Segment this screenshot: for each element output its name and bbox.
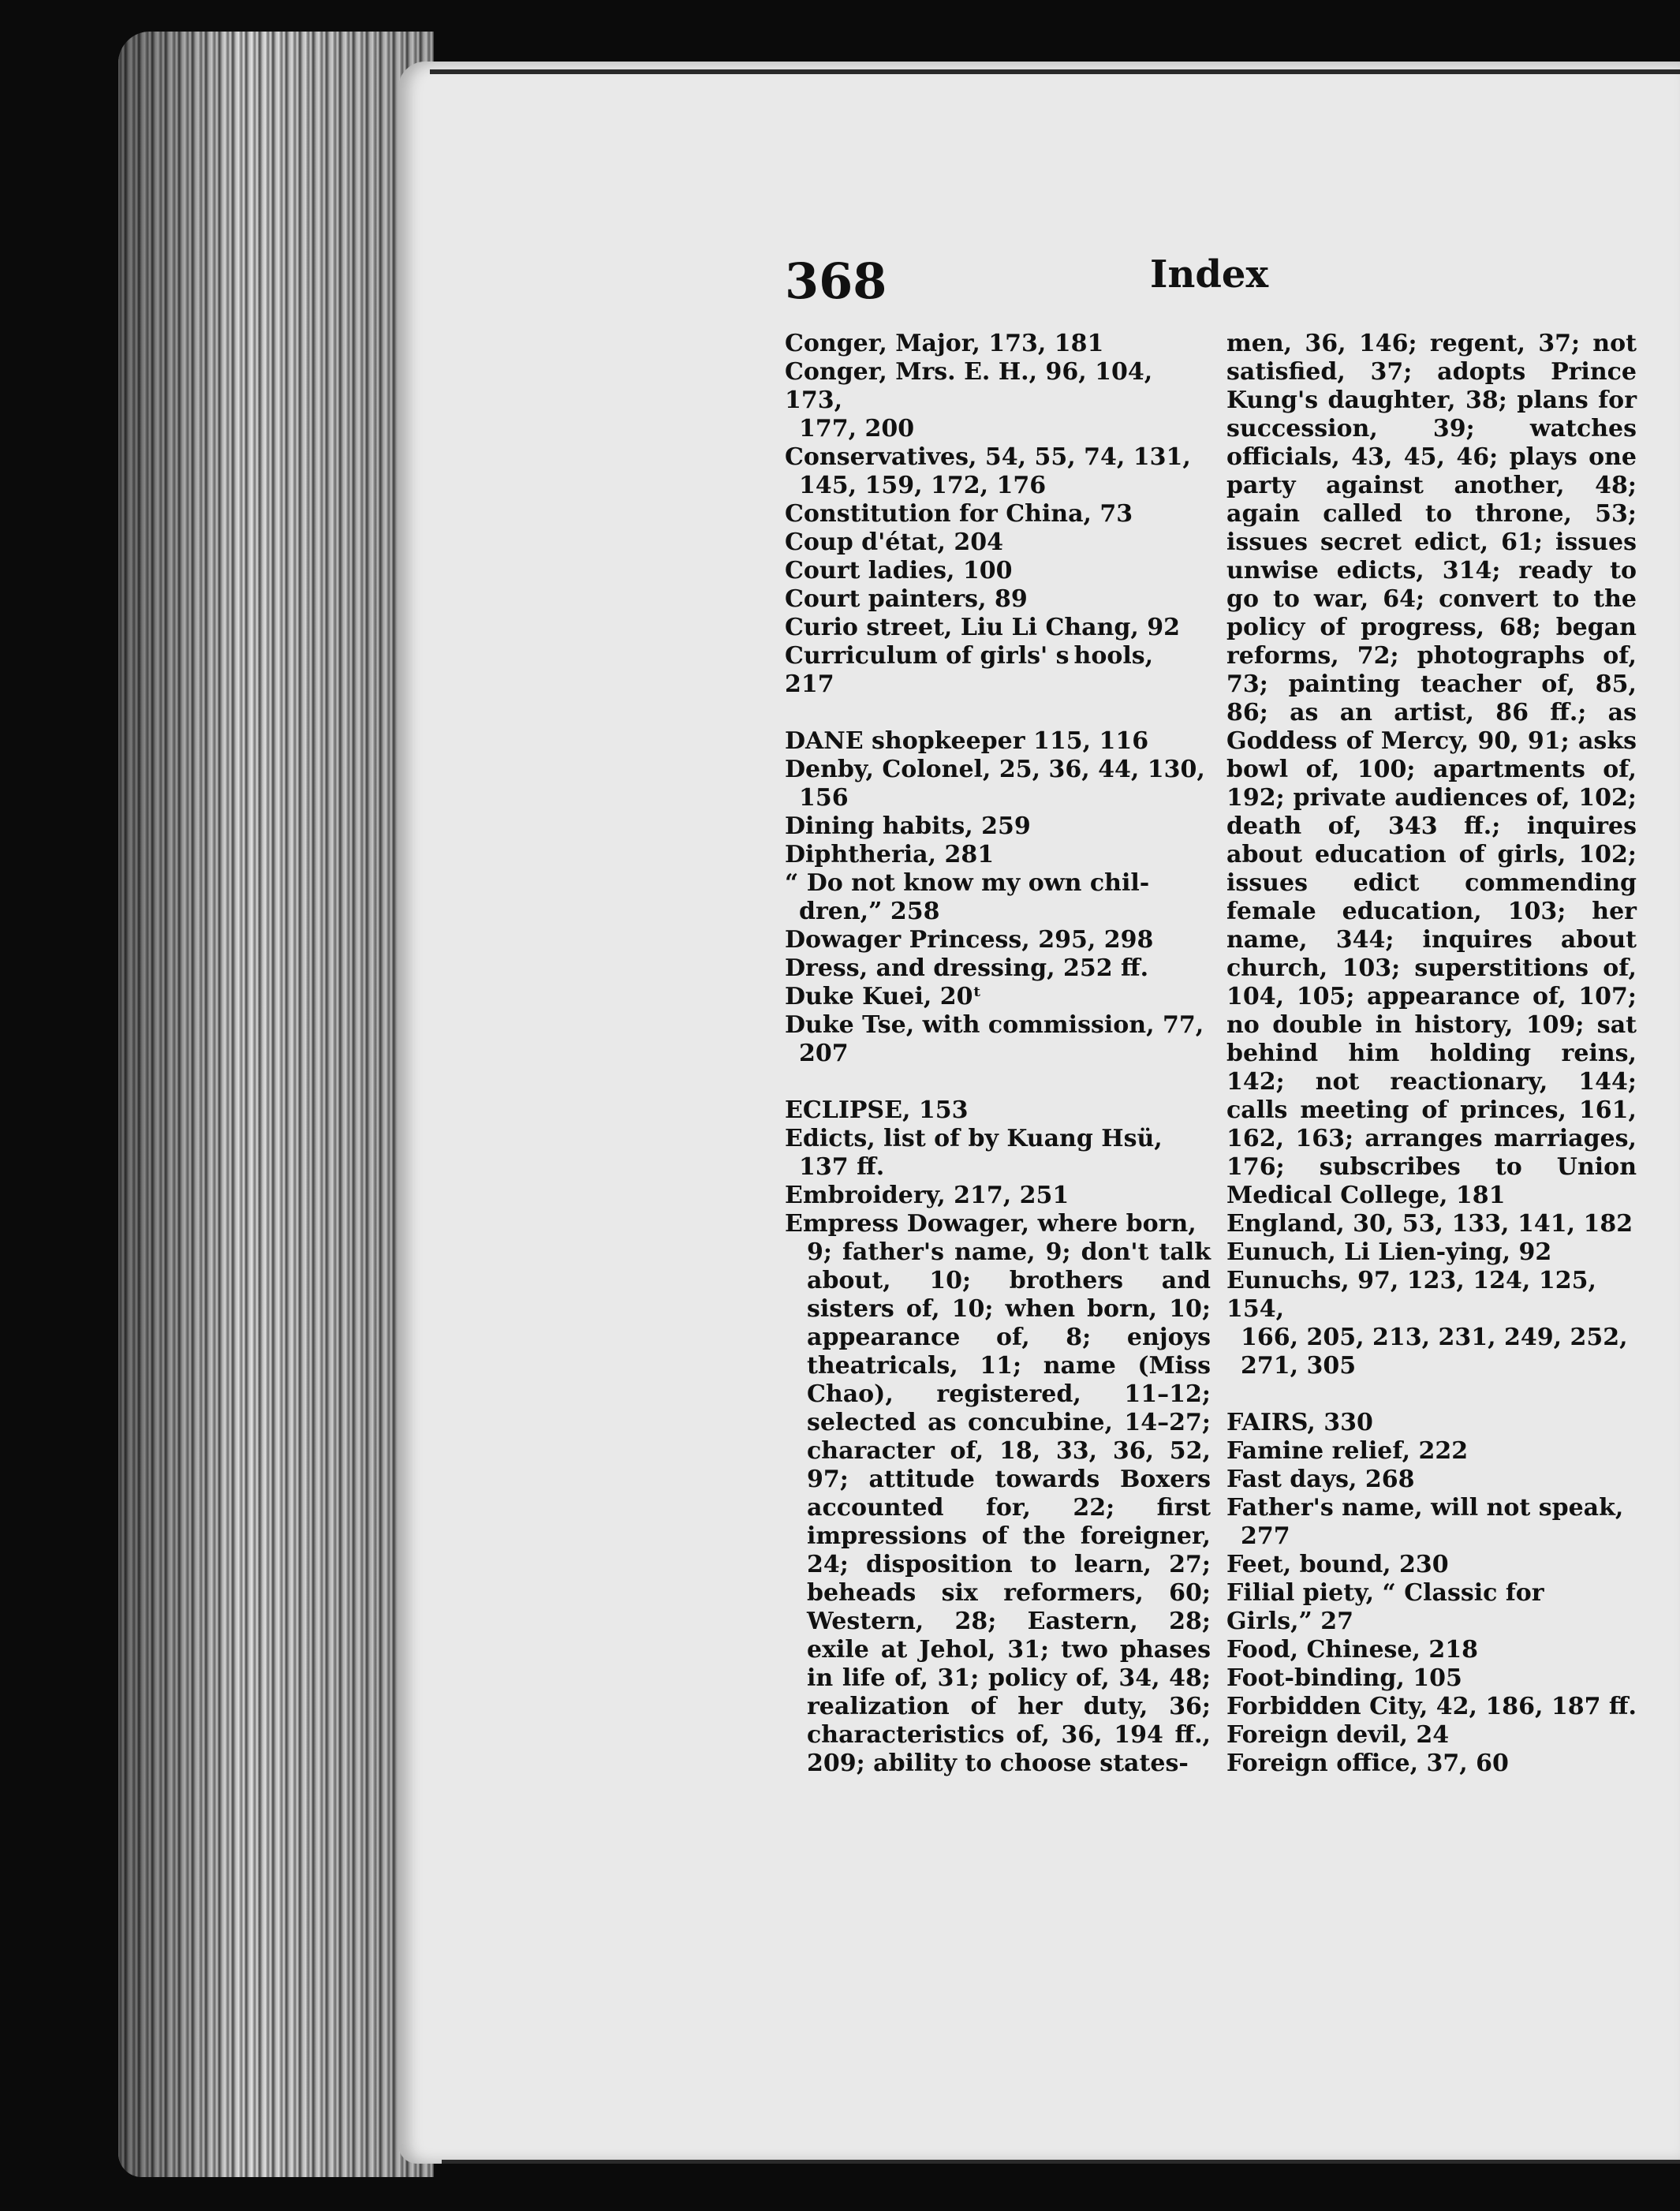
index-entry-text: Eunuchs, 97, 123, 124, 125, 154, — [1226, 1267, 1596, 1323]
index-entry — [1226, 1721, 1637, 1750]
index-entry — [1226, 1579, 1637, 1636]
index-entry — [1226, 1466, 1637, 1494]
index-entry-continuation: 156 — [799, 784, 849, 812]
index-entry — [785, 557, 1211, 585]
index-entry-text: Filial piety, “ Classic for Girls,” 27 — [1226, 1579, 1544, 1635]
index-entry-text: Curio street, Liu Li Chang, 92 — [785, 614, 1181, 641]
index-entry-text: Coup d'état, 204 — [785, 528, 1004, 556]
index-entry — [1226, 1494, 1637, 1551]
index-entry — [1226, 1693, 1637, 1721]
empress-dowager-subentries: 9; father's name, 9; don't talk about, 10; brothers and sisters of, 10; when born, 10; appearance of, 8; enjoys theatricals, 11; name (Miss Chao), registered, 11–12; selected as concubine, 14–27; character of, 18, 33, 36, 52, 97; attitude towards Boxers accounted for, 22; first impressions of the foreigner, 24; disposition to learn, 27; beheads six reformers, 60; Western, 28; Eastern, 28; exile at Jehol, 31; two phases in life of, 31; policy of, 34, 48; realization of her duty, 36; characteristics of, 36, 194 ff., 209; ability to choose states- — [807, 1238, 1211, 1777]
index-entry-continuation: 137 ff. — [799, 1153, 885, 1181]
index-entry-text: Dining habits, 259 — [785, 812, 1031, 840]
index-entry-text: Edicts, list of by Kuang Hsü, — [785, 1125, 1163, 1152]
index-column-left — [785, 330, 1211, 1778]
index-entry — [785, 1182, 1211, 1210]
index-entry-text: DANE shopkeeper 115, 116 — [785, 727, 1149, 755]
index-entry-text: Dowager Princess, 295, 298 — [785, 926, 1154, 954]
index-entry — [1226, 1409, 1637, 1437]
index-entry-continuation: 166, 205, 213, 231, 249, 252, 271, 305 — [1241, 1324, 1628, 1380]
index-column-right — [1226, 330, 1637, 1778]
index-entry — [785, 330, 1211, 358]
index-entry-text: Food, Chinese, 218 — [1226, 1636, 1479, 1664]
index-entry — [785, 642, 1211, 699]
index-entry-text: England, 30, 53, 133, 141, 182 — [1226, 1210, 1633, 1238]
index-entry-continuation: 145, 159, 172, 176 — [799, 472, 1047, 499]
index-entry-text: Famine relief, 222 — [1226, 1437, 1469, 1465]
index-entry-text: Forbidden City, 42, 186, 187 ff. — [1226, 1693, 1637, 1720]
index-entry-text: Embroidery, 217, 251 — [785, 1182, 1070, 1209]
empress-dowager-subentries-continued: men, 36, 146; regent, 37; not satisfied, 37; adopts Prince Kung's daughter, 38; plans for succession, 39; watches officials, 43, 45, 46; plays one party against another, 48; again called to throne, 53; issues secret edict, 61; issues unwise edicts, 314; ready to go to war, 64; convert to the policy of progress, 68; began reforms, 72; photographs of, 73; painting teacher of, 85, 86; as an artist, 86 ff.; as Goddess of Mercy, 90, 91; asks bowl of, 100; apartments of, 192; private audiences of, 102; death of, 343 ff.; inquires about education of girls, 102; issues edict commending female education, 103; her name, 344; inquires about church, 103; superstitions of, 104, 105; appearance of, 107; no double in history, 109; sat behind him holding reins, 142; not reactionary, 144; calls meeting of princes, 161, 162, 163; arranges marriages, 176; subscribes to Union Medical College, 181 — [1226, 330, 1637, 1209]
index-entry — [785, 812, 1211, 841]
index-entry — [785, 954, 1211, 983]
index-entry — [1226, 1267, 1637, 1380]
index-entry — [785, 727, 1211, 756]
index-entry — [785, 528, 1211, 557]
index-entry-text: Duke Kuei, 20ᵗ — [785, 983, 982, 1010]
index-entry-continuation: 207 — [799, 1040, 849, 1067]
index-entry-text: Curriculum of girls' s hools, 217 — [785, 642, 1154, 698]
index-entry — [785, 614, 1211, 642]
index-entry-text: Diphtheria, 281 — [785, 841, 995, 868]
index-entry-text: ECLIPSE, 153 — [785, 1096, 969, 1124]
index-entry-text: “ Do not know my own chil- — [785, 869, 1150, 897]
index-entry-text: Court painters, 89 — [785, 585, 1028, 613]
index-entry — [785, 500, 1211, 528]
index-entry-text: Fast days, 268 — [1226, 1466, 1415, 1493]
book-edge-shadow — [118, 32, 434, 2177]
index-entry-text: Conger, Mrs. E. H., 96, 104, 173, — [785, 358, 1153, 414]
index-entry — [785, 358, 1211, 443]
index-entry-text: Feet, bound, 230 — [1226, 1551, 1449, 1578]
letter-gap — [785, 1068, 1211, 1096]
index-entry — [785, 1125, 1211, 1182]
index-entry-text: Foreign devil, 24 — [1226, 1721, 1450, 1749]
index-entry-text: Conger, Major, 173, 181 — [785, 330, 1104, 357]
index-entry — [1226, 1238, 1637, 1267]
index-entry-text: Conservatives, 54, 55, 74, 131, — [785, 443, 1191, 471]
index-entry-text: Foreign office, 37, 60 — [1226, 1750, 1509, 1777]
index-entry-text: Empress Dowager, where born, — [785, 1210, 1197, 1238]
index-entry — [785, 756, 1211, 812]
index-entry — [1226, 1636, 1637, 1664]
index-entry-text: Eunuch, Li Lien-ying, 92 — [1226, 1238, 1552, 1266]
index-entry — [785, 926, 1211, 954]
index-entry — [785, 1096, 1211, 1125]
page-top-border — [430, 69, 1680, 74]
letter-gap — [1226, 1380, 1637, 1409]
index-entry-text: Court ladies, 100 — [785, 557, 1013, 584]
index-entry-text: Foot-binding, 105 — [1226, 1664, 1462, 1692]
letter-gap — [785, 699, 1211, 727]
index-entry-continuation: dren,” 258 — [799, 898, 940, 925]
index-entry — [1226, 1437, 1637, 1466]
index-entry — [785, 1011, 1211, 1068]
index-entry — [785, 869, 1211, 926]
index-entry-text: Constitution for China, 73 — [785, 500, 1133, 528]
page-bottom-border — [442, 2160, 1680, 2164]
index-entry-continuation: 277 — [1241, 1522, 1290, 1550]
index-entry-text: FAIRS, 330 — [1226, 1409, 1373, 1436]
index-entry — [785, 841, 1211, 869]
index-entry — [785, 585, 1211, 614]
index-entry — [785, 443, 1211, 500]
index-entry-text: Duke Tse, with commission, 77, — [785, 1011, 1204, 1039]
index-entry — [785, 1210, 1211, 1238]
page-title: Index — [1150, 252, 1269, 297]
index-entry-continuation: 177, 200 — [799, 415, 915, 443]
index-entry — [785, 983, 1211, 1011]
index-entry-text: Dress, and dressing, 252 ff. — [785, 954, 1149, 982]
index-entry-text: Denby, Colonel, 25, 36, 44, 130, — [785, 756, 1205, 783]
index-entry-text: Father's name, will not speak, — [1226, 1494, 1624, 1522]
index-entry — [1226, 1551, 1637, 1579]
page-number: 368 — [785, 252, 887, 310]
index-entry — [1226, 1210, 1637, 1238]
index-entry — [1226, 1664, 1637, 1693]
index-entry — [1226, 1750, 1637, 1778]
